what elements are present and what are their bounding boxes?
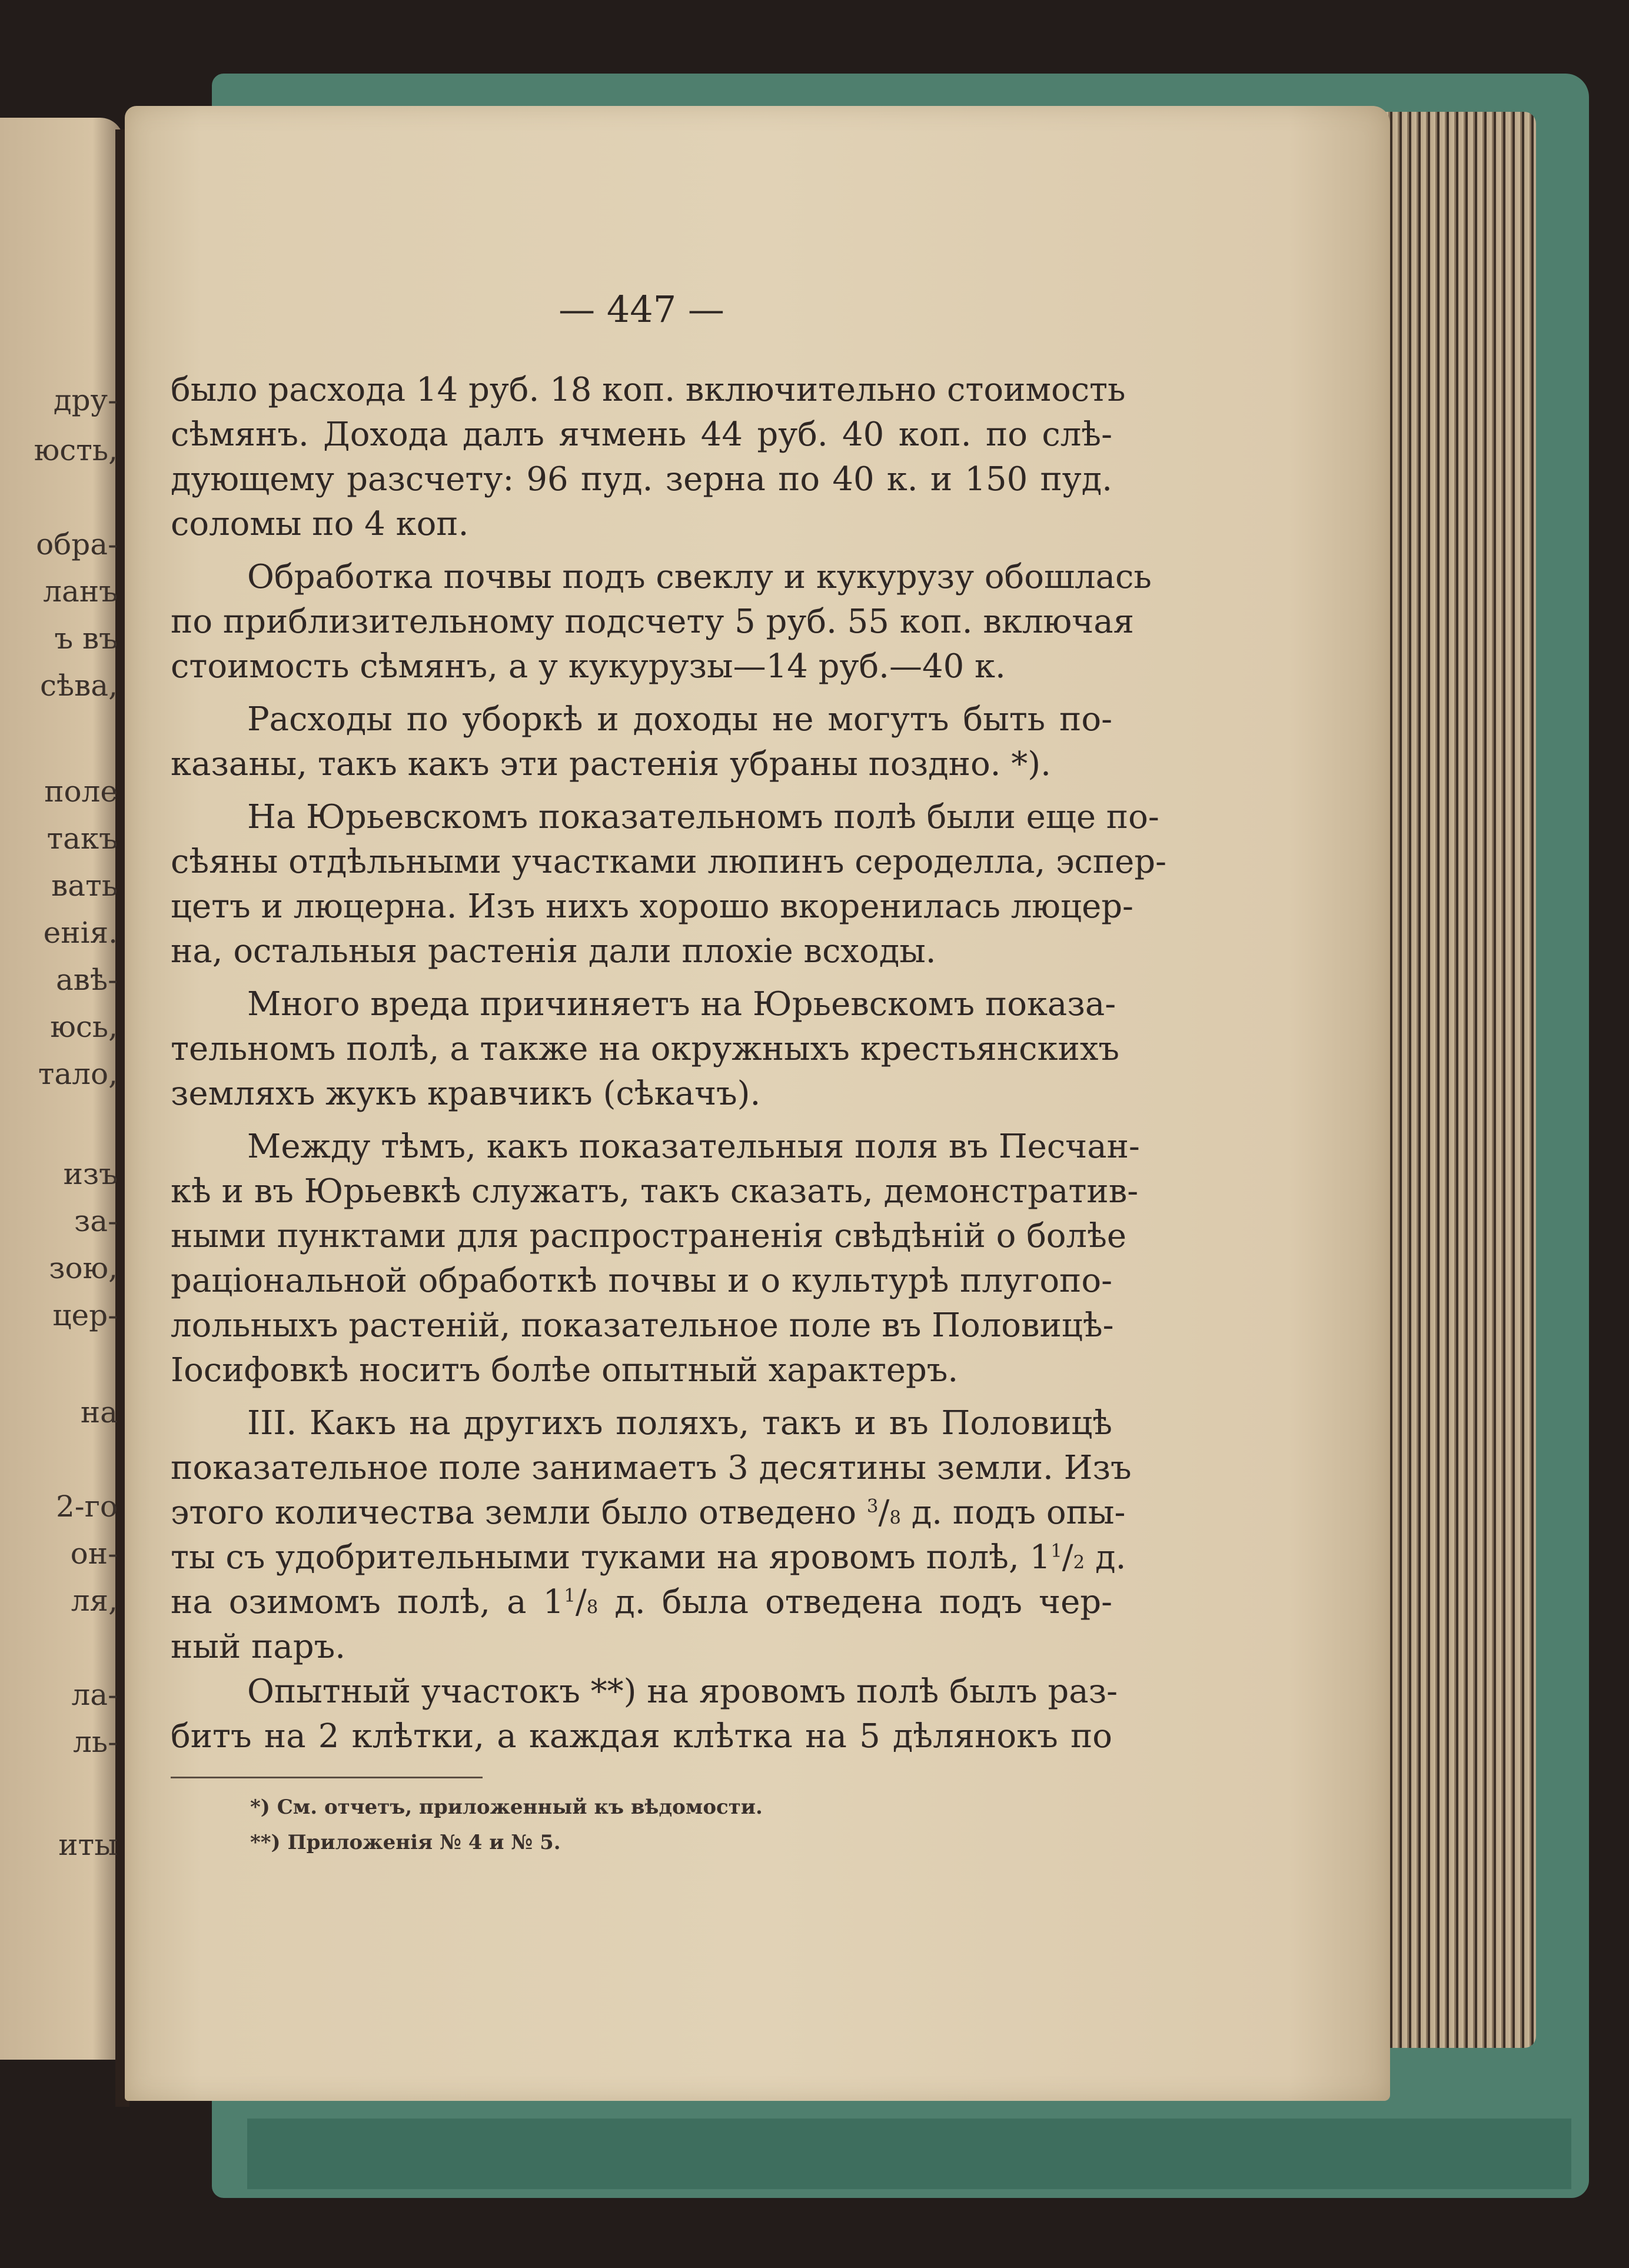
fraction-numerator: 1 — [1050, 1540, 1062, 1562]
left-fragment: авѣ- — [55, 963, 118, 997]
left-fragment: на — [80, 1395, 118, 1429]
text-line: стоимость сѣмянъ, а у кукурузы—14 руб.—40 к. — [171, 647, 1006, 686]
text-line: показательное поле занимаетъ 3 десятины земли. Изъ — [171, 1449, 1132, 1487]
text-line: Іосифовкѣ носитъ болѣе опытный характеръ. — [171, 1351, 959, 1389]
text-segment: этого количества земли было отведено — [171, 1494, 857, 1532]
text-segment: д. подъ опы- — [911, 1494, 1126, 1532]
left-fragment: цер- — [52, 1298, 118, 1332]
left-fragment: ланъ — [43, 574, 118, 608]
text-line: сѣмянъ. Дохода далъ ячмень 44 руб. 40 коп. по слѣ- — [171, 415, 1112, 454]
text-line: Много вреда причиняетъ на Юрьевскомъ показа- — [247, 985, 1116, 1023]
text-line: на, остальныя растенія дали плохіе всходы. — [171, 932, 936, 970]
book-cover-edge — [247, 2119, 1571, 2189]
left-fragment: изъ — [63, 1157, 118, 1191]
text-line: Между тѣмъ, какъ показательныя поля въ Песчан- — [247, 1128, 1140, 1166]
text-line: битъ на 2 клѣтки, а каждая клѣтка на 5 дѣлянокъ по — [171, 1717, 1112, 1755]
text-line: на озимомъ полѣ, а $1^1/8$ д. была отведена подъ чер- — [171, 1583, 1112, 1621]
fraction-denominator: 2 — [1073, 1552, 1085, 1573]
left-fragment: юсь, — [50, 1010, 118, 1044]
text-line: дующему разсчету: 96 пуд. зерна по 40 к. и 150 пуд. — [171, 460, 1112, 498]
text-line: кѣ и въ Юрьевкѣ служатъ, такъ сказать, демонстратив- — [171, 1172, 1139, 1211]
text-segment: на озимомъ полѣ, а 1 — [171, 1583, 564, 1621]
left-fragment: ль- — [73, 1725, 118, 1759]
footnote: *) См. отчетъ, приложенный къ вѣдомости. — [250, 1795, 763, 1819]
left-fragment: такъ — [46, 822, 118, 856]
left-fragment: иты — [58, 1828, 118, 1862]
left-fragment: он- — [70, 1537, 118, 1571]
text-line: ный паръ. — [171, 1628, 346, 1666]
text-line: соломы по 4 коп. — [171, 505, 469, 543]
left-fragment: зою, — [49, 1251, 118, 1285]
text-line: Опытный участокъ **) на яровомъ полѣ былъ раз- — [247, 1672, 1118, 1711]
fraction-denominator: 8 — [586, 1597, 599, 1618]
left-fragment: енія. — [43, 916, 118, 950]
left-fragment: сѣва, — [39, 669, 118, 703]
left-fragment: обра- — [36, 527, 118, 561]
text-segment: ты съ удобрительными туками на яровомъ полѣ, 1 — [171, 1538, 1051, 1577]
text-line: ты съ удобрительными туками на яровомъ полѣ, $1^1/2$ д. — [171, 1538, 1126, 1577]
left-fragment: вать — [51, 869, 118, 903]
fraction-denominator: 8 — [889, 1507, 901, 1528]
footnote: **) Приложенія № 4 и № 5. — [250, 1831, 561, 1854]
left-fragment: дру- — [53, 383, 118, 417]
text-line: цетъ и люцерна. Изъ нихъ хорошо вкоренилась люцер- — [171, 887, 1133, 926]
footnote-rule — [171, 1777, 483, 1778]
left-fragment: поле — [44, 774, 118, 809]
text-line: ными пунктами для распространенія свѣдѣній о болѣе — [171, 1217, 1126, 1255]
left-fragment: ля, — [71, 1584, 118, 1618]
left-fragment: 2-го — [55, 1489, 118, 1524]
text-line: раціональной обработкѣ почвы и о культурѣ плугопо- — [171, 1262, 1112, 1300]
text-line: На Юрьевскомъ показательномъ полѣ были еще по- — [247, 798, 1159, 836]
text-segment: д. была отведена подъ чер- — [614, 1583, 1112, 1621]
text-line: по приблизительному подсчету 5 руб. 55 коп. включая — [171, 603, 1134, 641]
text-line: казаны, такъ какъ эти растенія убраны поздно. *). — [171, 745, 1051, 783]
page-number: — 447 — — [558, 288, 724, 331]
text-line: земляхъ жукъ кравчикъ (сѣкачъ). — [171, 1075, 761, 1113]
left-fragment: ла- — [71, 1678, 118, 1712]
left-fragment: тало, — [38, 1057, 118, 1091]
text-line: Обработка почвы подъ свеклу и кукурузу обошлась — [247, 558, 1152, 596]
left-fragment: юсть, — [34, 433, 118, 467]
text-line: Расходы по уборкѣ и доходы не могутъ быть по- — [247, 700, 1112, 739]
left-fragment: за- — [74, 1204, 118, 1238]
left-fragment: ъ въ — [54, 621, 118, 656]
text-line: тельномъ полѣ, а также на окружныхъ крестьянскихъ — [171, 1030, 1120, 1068]
text-line: этого количества земли было отведено $^3$/8 д. подъ опы- — [171, 1494, 1126, 1532]
text-line: III. Какъ на другихъ поляхъ, такъ и въ Половицѣ — [247, 1404, 1112, 1442]
fraction-numerator: 3 — [866, 1495, 879, 1517]
text-line: было расхода 14 руб. 18 коп. включительно стоимость — [171, 371, 1126, 409]
text-line: сѣяны отдѣльными участками люпинъ сероделла, эспер- — [171, 843, 1167, 881]
text-line: лольныхъ растеній, показательное поле въ Половицѣ- — [171, 1306, 1114, 1345]
fraction-numerator: 1 — [564, 1585, 576, 1607]
page-edges — [1371, 112, 1536, 2048]
text-segment: д. — [1095, 1538, 1126, 1577]
